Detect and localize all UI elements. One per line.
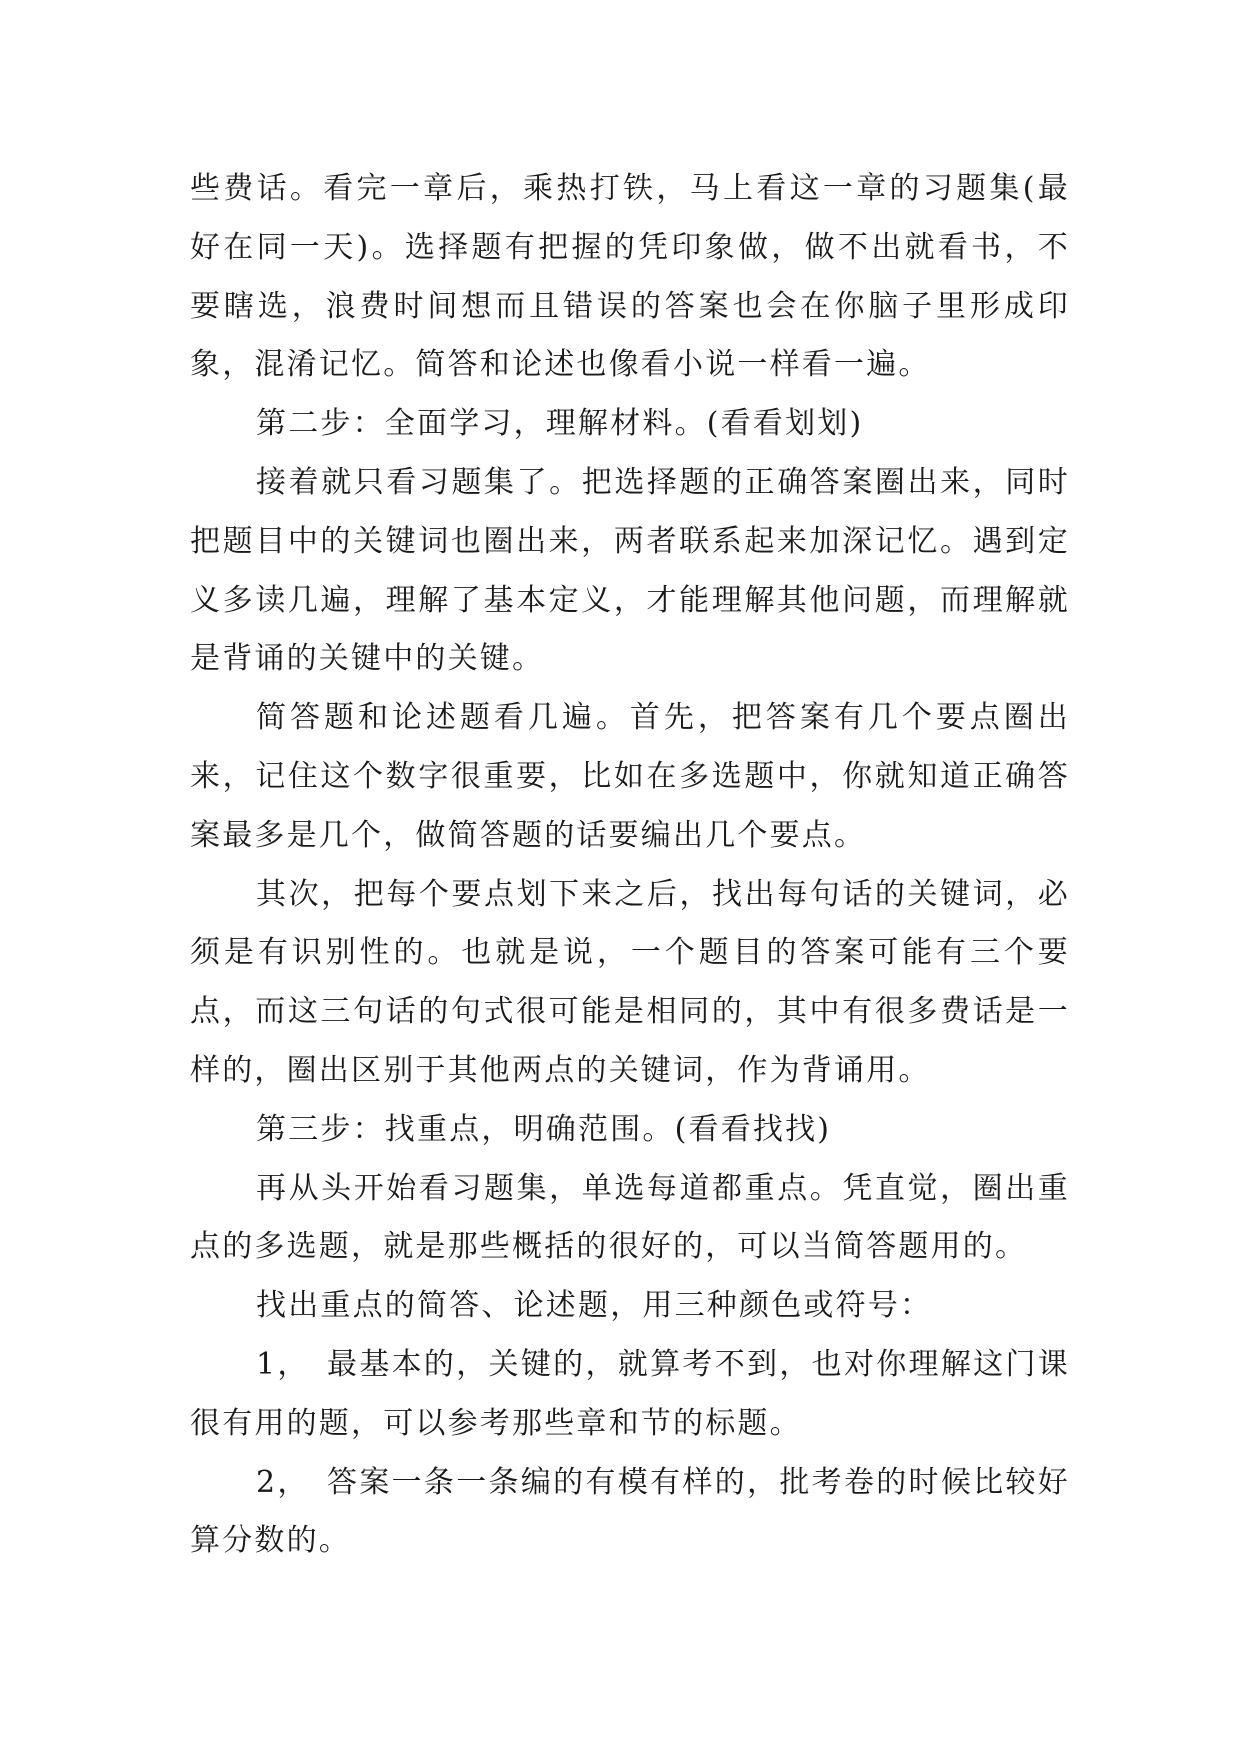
document-body bbox=[190, 160, 1070, 1571]
step-three-heading: 第三步：找重点，明确范围。(看看找找) bbox=[256, 1111, 832, 1147]
paragraph: 其次，把每个要点划下来之后，找出每句话的关键词，必须是有识别性的。也就是说，一个题目的答案可能有三个要点，而这三句话的句式很可能是相同的，其中有很多费话是一样的，圈出区别于其他两点的关键词，作为背诵用。 bbox=[190, 876, 1070, 1088]
paragraph: 接着就只看习题集了。把选择题的正确答案圈出来，同时把题目中的关键词也圈出来，两者联系起来加深记忆。遇到定义多读几遍，理解了基本定义，才能理解其他问题，而理解就是背诵的关键中的关键。 bbox=[190, 464, 1070, 677]
list-item: 1， 最基本的，关键的，就算考不到，也对你理解这门课很有用的题，可以参考那些章和节的标题。 bbox=[190, 1346, 1070, 1441]
paragraph: 找出重点的简答、论述题，用三种颜色或符号： bbox=[256, 1288, 933, 1324]
paragraph: 再从头开始看习题集，单选每道都重点。凭直觉，圈出重点的多选题，就是那些概括的很好的，可以当简答题用的。 bbox=[190, 1170, 1070, 1265]
paragraph: 简答题和论述题看几遍。首先，把答案有几个要点圈出来，记住这个数字很重要，比如在多选题中，你就知道正确答案最多是几个，做简答题的话要编出几个要点。 bbox=[190, 700, 1070, 853]
list-item: 2， 答案一条一条编的有模有样的，批考卷的时候比较好算分数的。 bbox=[190, 1464, 1070, 1559]
paragraph: 些费话。看完一章后，乘热打铁，马上看这一章的习题集(最好在同一天)。选择题有把握的凭印象做，做不出就看书，不要瞎选，浪费时间想而且错误的答案也会在你脑子里形成印象，混淆记忆。简答和论述也像看小说一样看一遍。 bbox=[190, 171, 1070, 383]
step-two-heading: 第二步：全面学习，理解材料。(看看划划) bbox=[256, 406, 864, 442]
